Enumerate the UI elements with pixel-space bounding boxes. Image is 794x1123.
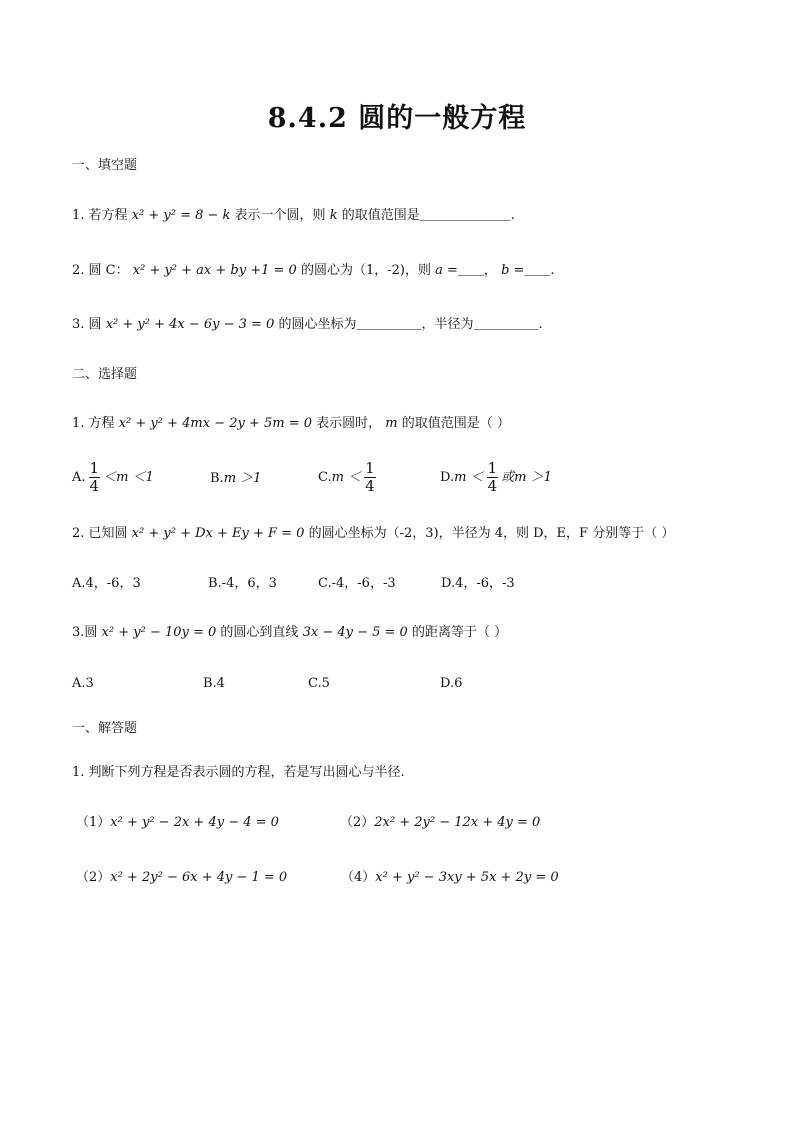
- solve-item-4: （4）x² + y² − 3xy + 5x + 2y = 0: [341, 870, 559, 885]
- choice-2-option-c: C.-4，-6，-3: [318, 576, 396, 591]
- fill-question-3: 3. 圆 x² + y² + 4x − 6y − 3 = 0 的圆心坐标为＿＿＿＿＿，半径为＿＿＿＿＿.: [72, 317, 543, 332]
- choice-3-option-c: C.5: [308, 676, 330, 691]
- section-heading-fill: 一、填空题: [72, 158, 138, 173]
- fill-question-1: 1. 若方程 x² + y² = 8 − k 表示一个圆，则 k 的取值范围是＿＿＿＿＿＿＿.: [72, 208, 515, 223]
- choice-3-option-d: D.6: [440, 676, 463, 691]
- choice-2-option-b: B.-4，6，3: [208, 576, 277, 591]
- equation: 3x − 4y − 5 = 0: [302, 625, 408, 640]
- equation: x² + y² + ax + by +1 = 0: [132, 263, 297, 278]
- fill-question-2: 2. 圆 C： x² + y² + ax + by +1 = 0 的圆心为（1，-2)，则 a =＿＿， b =＿＿.: [72, 263, 555, 278]
- solve-item-1: （1）x² + y² − 2x + 4y − 4 = 0: [76, 815, 279, 830]
- choice-1-option-c: C.m ＜ $\frac{1}{4}$: [318, 459, 375, 495]
- equation: x² + y² + 4x − 6y − 3 = 0: [105, 317, 275, 332]
- equation: x² + y² = 8 − k: [131, 208, 231, 223]
- section-heading-solve: 一、解答题: [72, 721, 138, 736]
- choice-2-option-a: A.4，-6，3: [72, 576, 141, 591]
- solve-question-1: 1. 判断下列方程是否表示圆的方程，若是写出圆心与半径.: [72, 765, 405, 780]
- page-title: 8.4.2 圆的一般方程: [267, 103, 527, 134]
- choice-question-1: 1. 方程 x² + y² + 4mx − 2y + 5m = 0 表示圆时， m 的取值范围是（ ）: [72, 416, 510, 431]
- choice-1-option-b: B.m ＞1: [210, 471, 262, 486]
- equation: x² + y² − 10y = 0: [101, 625, 217, 640]
- choice-1-option-a: A. $\frac{1}{4}$ ＜m ＜1: [72, 459, 154, 495]
- solve-item-2: （2）2x² + 2y² − 12x + 4y = 0: [340, 815, 541, 830]
- equation: x² + y² − 2x + 4y − 4 = 0: [110, 815, 279, 830]
- section-heading-choice: 二、选择题: [72, 367, 138, 382]
- choice-3-option-a: A.3: [72, 676, 94, 691]
- choice-1-option-d: D.m ＜ $\frac{1}{4}$ 或m ＞1: [440, 459, 552, 495]
- choice-question-3: 3.圆 x² + y² − 10y = 0 的圆心到直线 3x − 4y − 5 = 0 的距离等于（ ）: [72, 625, 508, 640]
- choice-question-2: 2. 已知圆 x² + y² + Dx + Ey + F = 0 的圆心坐标为（-2，3)，半径为 4，则 D，E，F 分别等于（ ）: [72, 526, 675, 541]
- solve-item-3: （2）x² + 2y² − 6x + 4y − 1 = 0: [76, 870, 288, 885]
- equation: x² + y² − 3xy + 5x + 2y = 0: [375, 870, 559, 885]
- equation: x² + y² + 4mx − 2y + 5m = 0: [118, 416, 312, 431]
- equation: x² + 2y² − 6x + 4y − 1 = 0: [110, 870, 288, 885]
- choice-3-option-b: B.4: [203, 676, 225, 691]
- equation: 2x² + 2y² − 12x + 4y = 0: [374, 815, 541, 830]
- equation: x² + y² + Dx + Ey + F = 0: [131, 526, 305, 541]
- choice-2-option-d: D.4，-6，-3: [441, 576, 515, 591]
